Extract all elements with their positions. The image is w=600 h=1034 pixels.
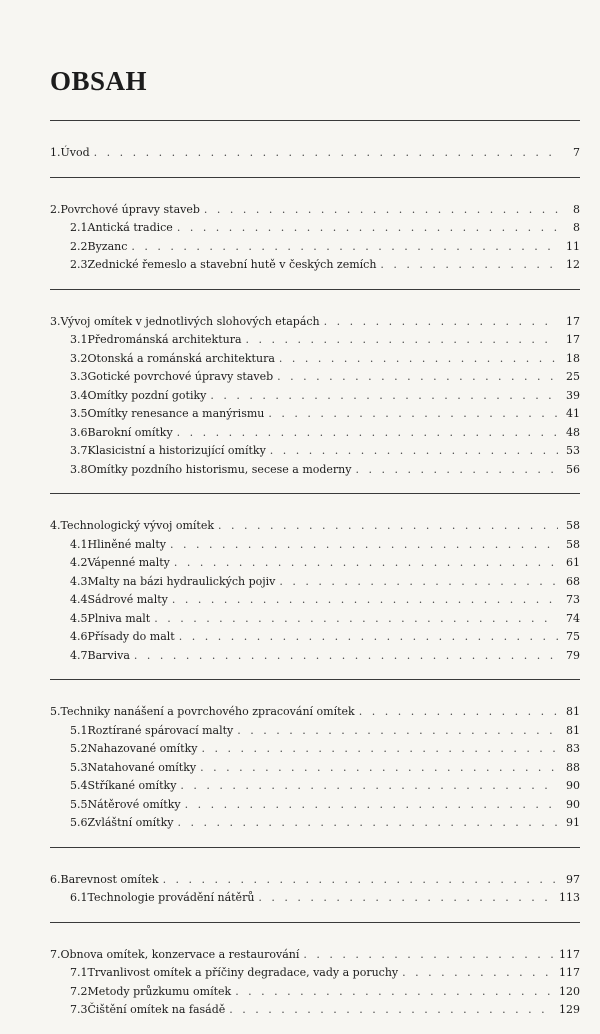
toc-subentry[interactable]	[50, 761, 580, 780]
leader-dots	[131, 240, 558, 253]
entry-title: Hliněné malty	[87, 537, 166, 551]
leader-dots	[163, 873, 558, 886]
entry-number: 4.7	[70, 648, 88, 662]
entry-title: Zednické řemeslo a stavební hutě v českých zemích	[87, 258, 377, 271]
entry-number: 4.	[50, 519, 61, 532]
toc-entry[interactable]	[50, 203, 580, 222]
leader-dots	[268, 407, 558, 420]
entry-page: 48	[566, 425, 580, 439]
page-title: OBSAH	[50, 66, 148, 96]
leader-dots	[174, 556, 558, 569]
toc-entry[interactable]	[50, 519, 580, 538]
entry-page: 58	[566, 537, 580, 551]
entry-page: 8	[573, 221, 580, 234]
toc-subentry[interactable]	[50, 426, 580, 445]
entry-page: 81	[566, 723, 580, 737]
entry-title: Technologický vývoj omítek	[60, 519, 215, 532]
toc-entry[interactable]	[50, 948, 580, 967]
entry-page: 113	[559, 891, 580, 904]
entry-page: 25	[566, 370, 580, 383]
entry-number: 5.2	[70, 742, 88, 755]
entry-number: 4.6	[70, 630, 88, 643]
entry-number: 2.2	[70, 239, 88, 253]
entry-page: 53	[566, 444, 580, 457]
entry-title: Malty na bázi hydraulických pojiv	[87, 574, 276, 588]
entry-number: 7.2	[70, 984, 88, 998]
entry-title: Barviva	[87, 648, 130, 662]
entry-title: Čištění omítek na fasádě	[87, 1003, 226, 1016]
toc-section-2	[50, 178, 580, 289]
leader-dots	[279, 575, 558, 588]
toc-subentry[interactable]	[50, 258, 580, 277]
entry-page: 8	[573, 202, 580, 216]
entry-number: 2.3	[70, 258, 88, 271]
entry-title: Omítky pozdní gotiky	[87, 388, 207, 402]
toc-subentry[interactable]	[50, 333, 580, 352]
entry-number: 5.4	[70, 779, 88, 792]
entry-number: 1.	[50, 146, 61, 159]
leader-dots	[154, 612, 558, 625]
entry-number: 3.5	[70, 407, 88, 420]
leader-dots	[359, 705, 558, 718]
toc-subentry[interactable]	[50, 538, 580, 557]
toc-entry[interactable]	[50, 705, 580, 724]
entry-page: 73	[566, 593, 580, 606]
leader-dots	[229, 1003, 555, 1016]
leader-dots	[177, 221, 558, 234]
entry-page: 117	[559, 966, 580, 979]
leader-dots	[355, 463, 558, 476]
entry-title: Technologie provádění nátěrů	[87, 891, 255, 904]
toc-subentry[interactable]	[50, 985, 580, 1004]
leader-dots	[246, 333, 558, 346]
leader-dots	[237, 724, 558, 737]
entry-number: 6.1	[70, 891, 88, 904]
entry-number: 3.8	[70, 462, 88, 476]
leader-dots	[218, 519, 558, 532]
leader-dots	[201, 742, 558, 755]
entry-number: 2.1	[70, 221, 88, 234]
toc-section-7	[50, 923, 580, 1034]
toc-section-6	[50, 848, 580, 922]
entry-title: Zvláštní omítky	[87, 816, 174, 829]
entry-page: 18	[566, 351, 580, 365]
toc-subentry[interactable]	[50, 463, 580, 482]
leader-dots	[402, 966, 555, 979]
toc-entry[interactable]	[50, 146, 580, 165]
entry-number: 3.7	[70, 444, 88, 457]
toc-subentry[interactable]	[50, 630, 580, 649]
entry-page: 58	[566, 519, 580, 532]
entry-number: 3.2	[70, 351, 88, 365]
entry-page: 41	[566, 407, 580, 420]
entry-page: 17	[566, 314, 580, 328]
leader-dots	[324, 315, 558, 328]
entry-page: 39	[566, 388, 580, 402]
toc-subentry[interactable]	[50, 724, 580, 743]
toc-subentry[interactable]	[50, 240, 580, 259]
toc-subentry[interactable]	[50, 370, 580, 389]
entry-title: Trvanlivost omítek a příčiny degradace, vady a poruchy	[87, 966, 399, 979]
entry-number: 6.	[50, 872, 61, 886]
entry-title: Techniky nanášení a povrchového zpracování omítek	[60, 705, 355, 718]
entry-title: Gotické povrchové úpravy staveb	[87, 370, 274, 383]
entry-page: 17	[566, 333, 580, 346]
toc-subentry[interactable]	[50, 556, 580, 575]
entry-title: Plniva malt	[87, 611, 151, 625]
entry-page: 61	[566, 556, 580, 569]
entry-title: Natahované omítky	[87, 760, 197, 774]
toc-section-3	[50, 290, 580, 494]
entry-page: 90	[566, 797, 580, 811]
entry-title: Omítky renesance a manýrismu	[87, 407, 265, 420]
entry-page: 75	[566, 630, 580, 643]
entry-page: 97	[566, 872, 580, 886]
toc-section-1	[50, 121, 580, 177]
leader-dots	[210, 389, 558, 402]
leader-dots	[134, 649, 558, 662]
leader-dots	[94, 146, 558, 159]
entry-title: Povrchové úpravy staveb	[60, 202, 200, 216]
entry-page: 90	[566, 779, 580, 792]
toc-subentry[interactable]	[50, 221, 580, 240]
toc-subentry[interactable]	[50, 1003, 580, 1022]
entry-number: 7.	[50, 947, 61, 961]
entry-title: Obnova omítek, konzervace a restaurování	[60, 947, 300, 961]
toc-entry[interactable]	[50, 315, 580, 334]
entry-title: Barokní omítky	[87, 425, 173, 439]
entry-title: Úvod	[60, 146, 90, 159]
entry-page: 129	[559, 1003, 580, 1016]
toc-subentry[interactable]	[50, 966, 580, 985]
toc-subentry[interactable]	[50, 444, 580, 463]
toc-subentry[interactable]	[50, 593, 580, 612]
entry-number: 5.1	[70, 723, 88, 737]
leader-dots	[180, 779, 558, 792]
entry-number: 7.3	[70, 1003, 88, 1016]
entry-number: 3.	[50, 314, 61, 328]
toc-section-4	[50, 494, 580, 679]
entry-title: Klasicistní a historizující omítky	[87, 444, 266, 457]
entry-title: Metody průzkumu omítek	[87, 984, 232, 998]
leader-dots	[177, 426, 558, 439]
entry-title: Byzanc	[87, 239, 128, 253]
leader-dots	[279, 352, 558, 365]
leader-dots	[380, 258, 558, 271]
entry-number: 5.6	[70, 816, 88, 829]
leader-dots	[204, 203, 558, 216]
toc-subentry[interactable]	[50, 649, 580, 668]
toc-subentry[interactable]	[50, 389, 580, 408]
entry-title: Předrománská architektura	[87, 333, 242, 346]
leader-dots	[235, 985, 555, 998]
leader-dots	[270, 444, 558, 457]
toc-subentry[interactable]	[50, 891, 580, 910]
entry-title: Vývoj omítek v jednotlivých slohových etapách	[60, 314, 320, 328]
entry-page: 56	[566, 462, 580, 476]
entry-number: 3.4	[70, 388, 88, 402]
entry-number: 3.1	[70, 333, 88, 346]
entry-page: 74	[566, 611, 580, 625]
entry-number: 7.1	[70, 966, 88, 979]
entry-page: 83	[566, 742, 580, 755]
leader-dots	[200, 761, 558, 774]
entry-title: Otonská a románská architektura	[87, 351, 275, 365]
leader-dots	[185, 798, 558, 811]
entry-number: 5.	[50, 705, 61, 718]
leader-dots	[177, 816, 558, 829]
entry-number: 3.6	[70, 425, 88, 439]
entry-title: Antická tradice	[87, 221, 173, 234]
entry-title: Nátěrové omítky	[87, 797, 181, 811]
entry-number: 4.4	[70, 593, 88, 606]
entry-page: 91	[566, 816, 580, 829]
entry-page: 88	[566, 760, 580, 774]
toc-subentry[interactable]	[50, 742, 580, 761]
entry-title: Omítky pozdního historismu, secese a moderny	[87, 462, 352, 476]
entry-title: Přísady do malt	[87, 630, 175, 643]
toc-subentry[interactable]	[50, 779, 580, 798]
entry-number: 4.3	[70, 574, 88, 588]
toc-subentry[interactable]	[50, 816, 580, 835]
entry-page: 81	[566, 705, 580, 718]
toc-subentry[interactable]	[50, 575, 580, 594]
entry-number: 5.5	[70, 797, 88, 811]
leader-dots	[277, 370, 558, 383]
entry-number: 3.3	[70, 370, 88, 383]
leader-dots	[258, 891, 555, 904]
entry-page: 11	[566, 239, 580, 253]
entry-page: 117	[559, 947, 580, 961]
leader-dots	[170, 538, 558, 551]
toc-subentry[interactable]	[50, 612, 580, 631]
entry-page: 79	[566, 648, 580, 662]
toc-section-5	[50, 680, 580, 847]
table-of-contents	[50, 120, 580, 1034]
leader-dots	[172, 593, 558, 606]
entry-title: Barevnost omítek	[60, 872, 159, 886]
leader-dots	[179, 630, 558, 643]
entry-number: 4.2	[70, 556, 88, 569]
toc-subentry[interactable]	[50, 352, 580, 371]
entry-number: 2.	[50, 202, 61, 216]
entry-title: Sádrové malty	[87, 593, 168, 606]
toc-subentry[interactable]	[50, 407, 580, 426]
entry-title: Vápenné malty	[87, 556, 170, 569]
leader-dots	[303, 948, 555, 961]
entry-number: 4.1	[70, 537, 88, 551]
entry-page: 68	[566, 574, 580, 588]
entry-title: Roztírané spárovací malty	[87, 723, 234, 737]
entry-title: Nahazované omítky	[87, 742, 198, 755]
toc-subentry[interactable]	[50, 798, 580, 817]
entry-page: 7	[573, 146, 580, 159]
entry-number: 5.3	[70, 760, 88, 774]
toc-entry[interactable]	[50, 873, 580, 892]
entry-number: 4.5	[70, 611, 88, 625]
entry-page: 12	[566, 258, 580, 271]
entry-page: 120	[559, 984, 580, 998]
entry-title: Stříkané omítky	[87, 779, 177, 792]
